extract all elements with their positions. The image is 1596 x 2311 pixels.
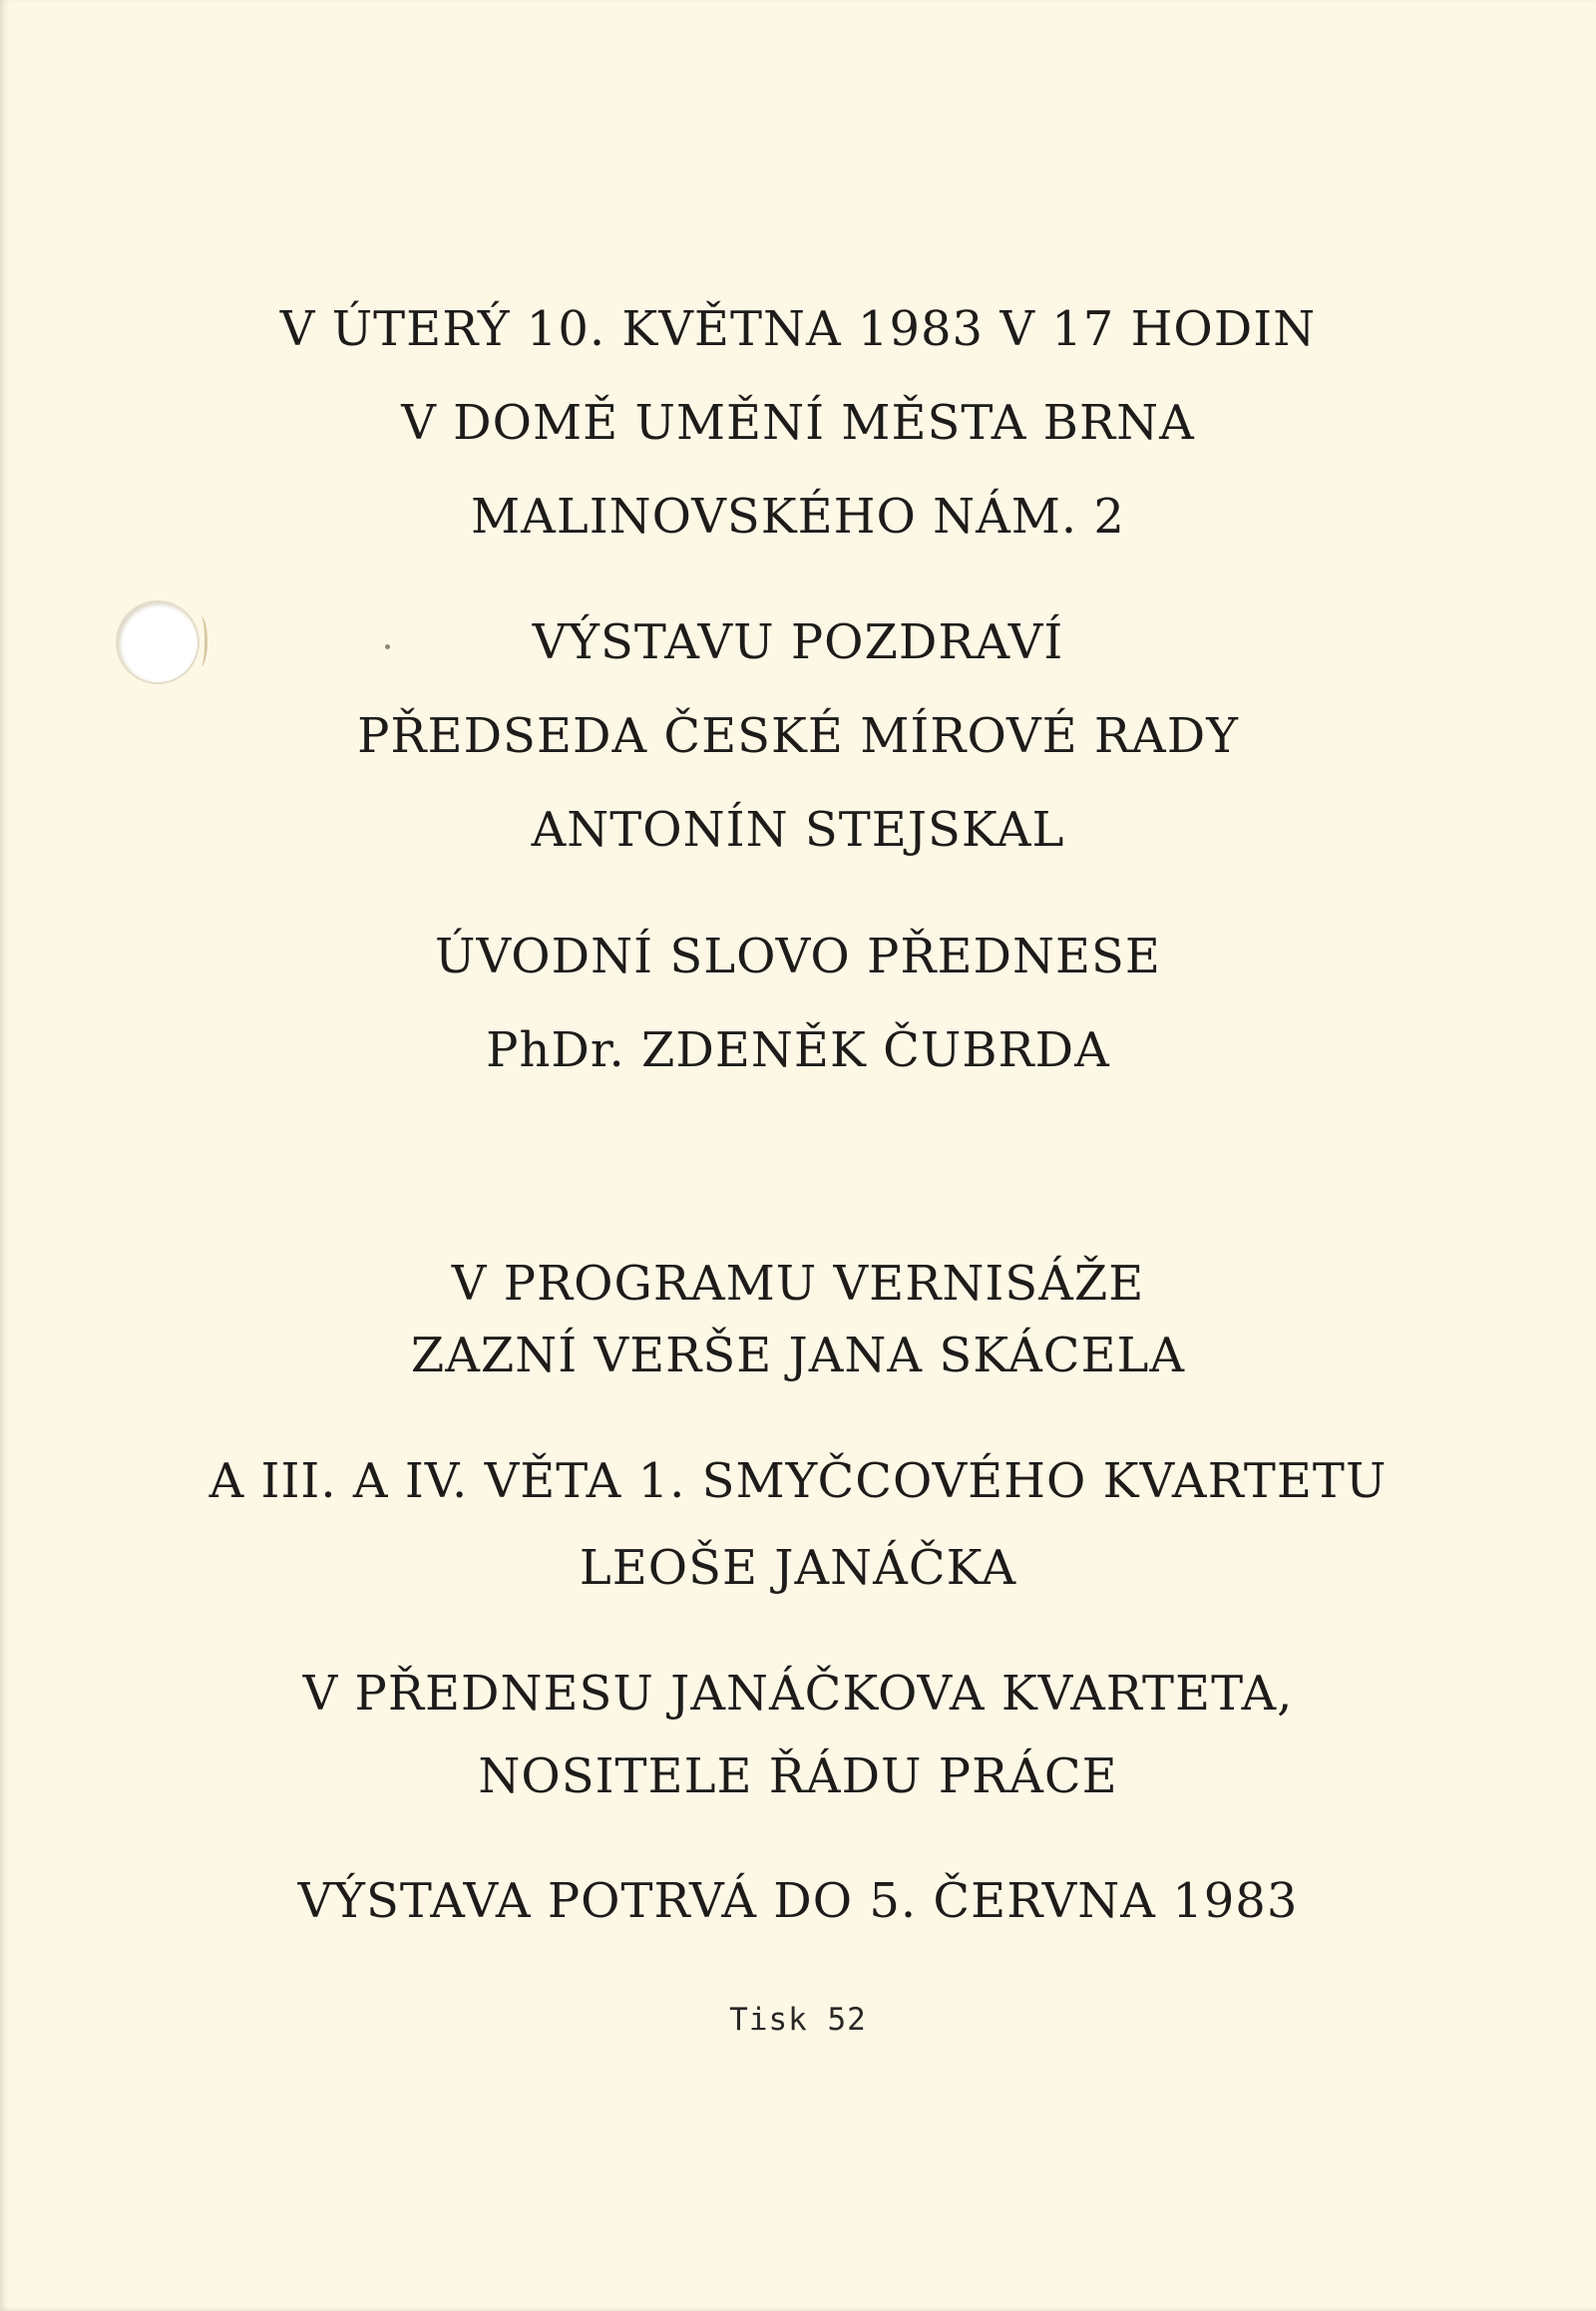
venue-line: V DOMĚ UMĚNÍ MĚSTA BRNA [401, 395, 1195, 451]
exhibition-end-line: VÝSTAVA POTRVÁ DO 5. ČERVNA 1983 [297, 1873, 1299, 1929]
date-time-line: V ÚTERÝ 10. KVĚTNA 1983 V 17 HODIN [279, 301, 1317, 357]
award-line: NOSITELE ŘÁDU PRÁCE [478, 1748, 1118, 1804]
greeting-line: VÝSTAVU POZDRAVÍ [532, 614, 1064, 670]
composer-line: LEOŠE JANÁČKA [579, 1540, 1017, 1596]
performer-line: V PŘEDNESU JANÁČKOVA KVARTETA, [302, 1666, 1294, 1722]
quartet-movement-line: A III. A IV. VĚTA 1. SMYČCOVÉHO KVARTETU [208, 1453, 1388, 1509]
address-line: MALINOVSKÉHO NÁM. 2 [471, 489, 1125, 545]
chairman-name-line: ANTONÍN STEJSKAL [531, 802, 1065, 858]
speaker-name-line: PhDr. ZDENĚK ČUBRDA [486, 1022, 1110, 1078]
chairman-title-line: PŘEDSEDA ČESKÉ MÍROVÉ RADY [357, 708, 1239, 764]
opening-speech-line: ÚVODNÍ SLOVO PŘEDNESE [435, 929, 1161, 984]
print-footer: Tisk 52 [729, 2002, 867, 2038]
program-line: V PROGRAMU VERNISÁŽE [451, 1256, 1145, 1312]
poetry-line: ZAZNÍ VERŠE JANA SKÁCELA [410, 1328, 1186, 1383]
